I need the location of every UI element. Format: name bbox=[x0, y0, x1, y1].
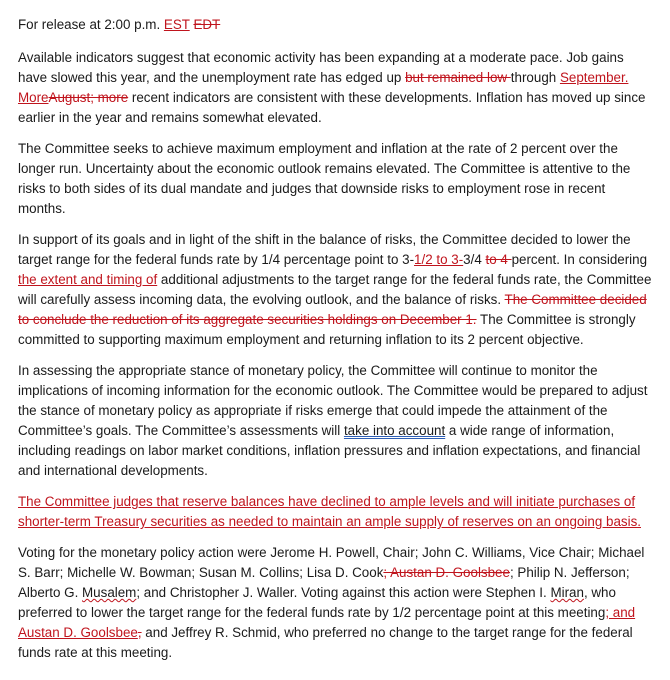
deleted-text: but remained low bbox=[405, 70, 511, 85]
release-time-line bbox=[18, 15, 652, 35]
text-run: 3/4 bbox=[463, 252, 486, 267]
text-run: In assessing the appropriate stance of monetary policy, the Committee will continue to monitor the implications of incoming information for the economic outlook. The Committee would be prepared to adjust the stance of monetary policy as appropriate if risks emerge that could impede the attainment of the Committee’s goals. The Committee’s assessments will bbox=[18, 363, 648, 438]
paragraph-reserve-balances bbox=[18, 492, 652, 532]
text-run: ; and Christopher J. Waller. Voting against this action were Stephen I. bbox=[136, 585, 551, 600]
deleted-text: August; more bbox=[48, 90, 129, 105]
text-run: The Committee is strongly committed to supporting maximum employment and returning inflation to its 2 percent objective. bbox=[18, 312, 636, 347]
text-run: , who preferred to lower the target range for the federal funds rate by 1/2 percentage point at this meeting bbox=[18, 585, 616, 620]
text-run: Voting for the monetary policy action were Jerome H. Powell, Chair; John C. Williams, Vice Chair; Michael S. Barr; Michelle W. Bowman; Susan M. Collins; Lisa D. Cook bbox=[18, 545, 645, 580]
deleted-text: The Committee decided to conclude the reduction of its aggregate securities holdings on December 1. bbox=[18, 292, 647, 327]
text-run: The Committee seeks to achieve maximum employment and inflation at the rate of 2 percent over the longer run. Uncertainty about the economic outlook remains elevated. The Committee is attentive to the risks to both sides of its dual mandate and judges that downside risks to employment rose in recent months. bbox=[18, 141, 631, 216]
text-run: recent indicators are consistent with these developments. Inflation has moved up since earlier in the year and remains somewhat elevated. bbox=[18, 90, 646, 125]
inserted-text: The Committee judges that reserve balances have declined to ample levels and will initiate purchases of shorter-term Treasury securities as needed to maintain an ample supply of reserves on an ongoing basis. bbox=[18, 494, 641, 529]
spelling-flag: Miran bbox=[550, 585, 584, 600]
paragraph-economic-activity bbox=[18, 48, 652, 128]
grammar-flag: take into account bbox=[343, 423, 446, 438]
text-run: additional adjustments to the target range for the federal funds rate, the Committee will carefully assess incoming data, the evolving outlook, and the balance of risks. bbox=[18, 272, 652, 307]
deleted-text: ; Austan D. Goolsbee bbox=[383, 565, 510, 580]
deleted-timezone: EDT bbox=[193, 17, 221, 32]
paragraph-voting bbox=[18, 543, 652, 663]
inserted-text: ; and Austan D. Goolsbee bbox=[18, 605, 636, 640]
spelling-flag: Musalem bbox=[82, 585, 137, 600]
text-run: and Jeffrey R. Schmid, who preferred no change to the target range for the federal funds rate at this meeting. bbox=[18, 625, 633, 660]
text-run: ; Philip N. Jefferson; Alberto G. bbox=[18, 565, 630, 600]
paragraph-policy-decision bbox=[18, 230, 652, 350]
inserted-timezone: EST bbox=[163, 17, 190, 32]
text-run: percent. In considering bbox=[511, 252, 648, 267]
inserted-text: the extent and timing of bbox=[18, 272, 158, 287]
inserted-text: September. More bbox=[18, 70, 629, 105]
deleted-text: , bbox=[137, 625, 142, 640]
text-run: Available indicators suggest that economic activity has been expanding at a moderate pace. Job gains have slowed this year, and the unemployment rate has edged up bbox=[18, 50, 624, 85]
deleted-text: to 4 bbox=[485, 252, 512, 267]
paragraph-committee-goals bbox=[18, 139, 652, 219]
text-run: In support of its goals and in light of the shift in the balance of risks, the Committee decided to lower the target range for the federal funds rate by 1/4 percentage point to 3- bbox=[18, 232, 631, 267]
text-run: a wide range of information, including readings on labor market conditions, inflation pressures and inflation expectations, and financial and international developments. bbox=[18, 423, 641, 478]
release-prefix: For release at 2:00 p.m. bbox=[18, 17, 164, 32]
paragraph-policy-stance bbox=[18, 361, 652, 481]
text-run: through bbox=[510, 70, 560, 85]
inserted-text: 1/2 to 3- bbox=[414, 252, 464, 267]
